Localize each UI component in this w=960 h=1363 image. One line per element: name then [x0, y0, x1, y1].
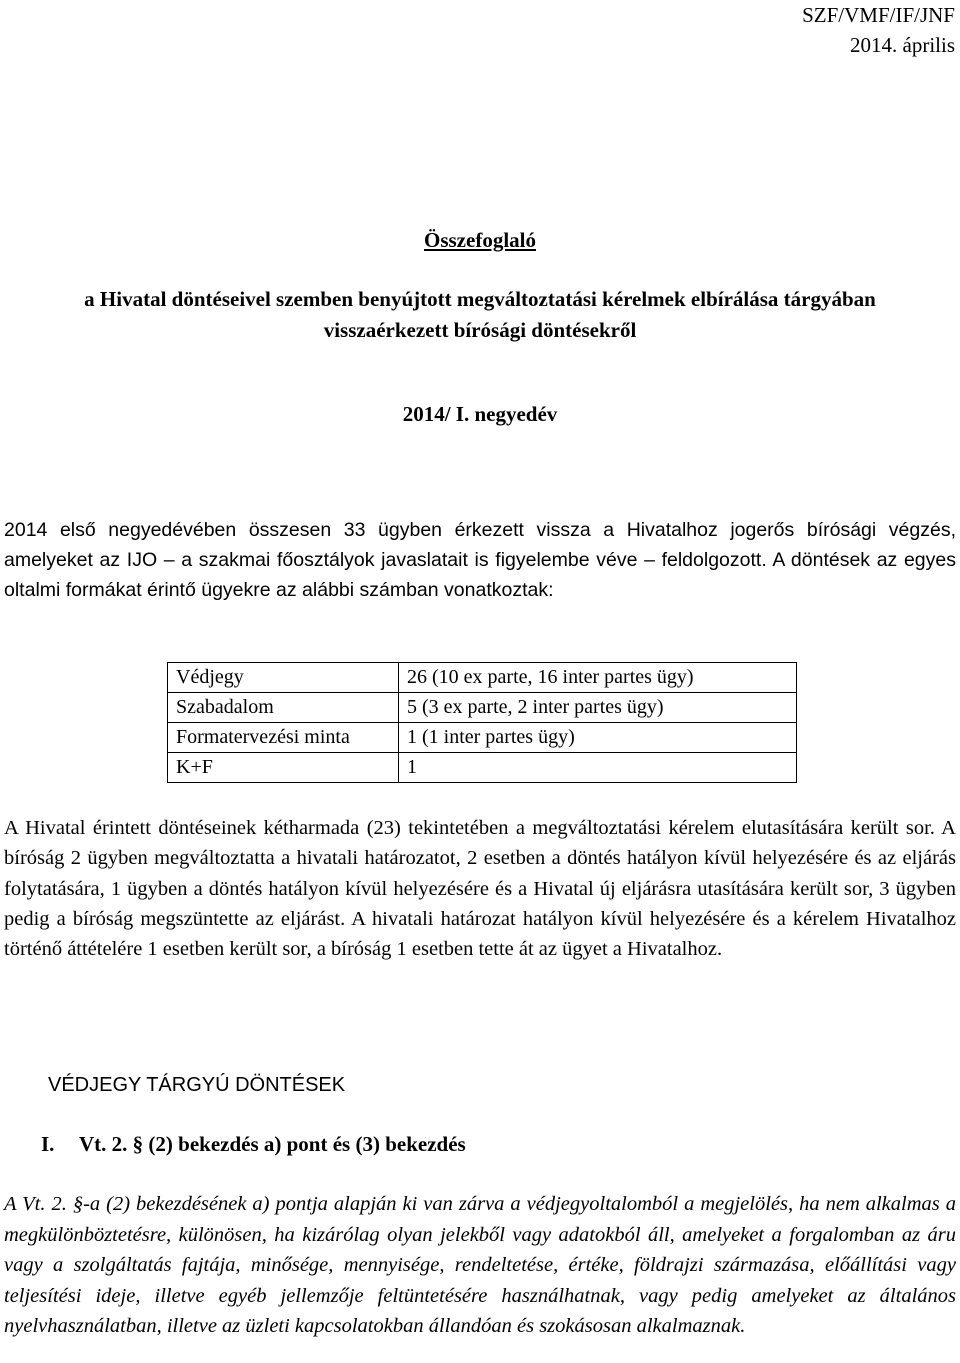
page-title: Összefoglaló	[424, 228, 536, 252]
table-row	[168, 753, 797, 783]
subtitle-line-1: a Hivatal döntéseivel szemben benyújtott megváltoztatási kérelmek elbírálása tárgyában	[84, 287, 876, 311]
table-cell-count: 1	[399, 753, 797, 783]
table-cell-category: K+F	[168, 753, 399, 783]
table-cell-count: 5 (3 ex parte, 2 inter partes ügy)	[399, 693, 797, 723]
document-date: 2014. április	[850, 33, 955, 57]
period-heading: 2014/ I. negyedév	[402, 402, 558, 426]
table-row	[168, 663, 797, 693]
section-heading: VÉDJEGY TÁRGYÚ DÖNTÉSEK	[48, 1074, 346, 1096]
intro-paragraph: 2014 első negyedévében összesen 33 ügyben érkezett vissza a Hivatalhoz jogerős bírósági végzés, amelyeket az IJO – a szakmai főosztályok javaslatait is figyelembe véve – feldolgozott. A döntések az egyes oltalmi formákat érintő ügyekre az alábbi számban vonatkoztak:	[4, 519, 956, 601]
law-heading-title: Vt. 2. § (2) bekezdés a) pont és (3) bekezdés	[79, 1132, 466, 1156]
law-paragraph: A Vt. 2. §-a (2) bekezdésének a) pontja alapján ki van zárva a védjegyoltalomból a megjelölés, ha nem alkalmas a megkülönböztetésre, különösen, ha kizárólag olyan jelekből vagy adatokból áll, amelyeket a forgalomban az áru vagy a szolgáltatás fajtája, minősége, mennyisége, rendeltetése, értéke, földrajzi származása, előállítási vagy teljesítési ideje, illetve egyéb jellemzője feltüntetésére használhatnak, vagy pedig amelyeket az általános nyelvhasználatban, illetve az üzleti kapcsolatokban állandóan és szokásosan alkalmaznak.	[4, 1193, 956, 1337]
document-reference: SZF/VMF/IF/JNF	[802, 3, 955, 27]
law-heading-number: I.	[41, 1132, 55, 1156]
table-row	[168, 693, 797, 723]
subtitle-line-2: visszaérkezett bírósági döntésekről	[323, 318, 637, 342]
document-reference-block	[802, 0, 955, 60]
table-cell-category: Formatervezési minta	[168, 723, 399, 753]
table-cell-category: Szabadalom	[168, 693, 399, 723]
table-row	[168, 723, 797, 753]
table-cell-count: 1 (1 inter partes ügy)	[399, 723, 797, 753]
page-subtitle	[0, 284, 960, 346]
case-statistics-table	[167, 662, 797, 783]
law-heading	[41, 1132, 466, 1157]
table-cell-category: Védjegy	[168, 663, 399, 693]
result-paragraph: A Hivatal érintett döntéseinek kétharmada (23) tekintetében a megváltoztatási kérelem elutasítására került sor. A bíróság 2 ügyben megváltoztatta a hivatali határozatot, 2 esetben a döntés hatályon kívül helyezésére és az eljárás folytatására, 1 ügyben a döntés hatályon kívül helyezésére és a Hivatal új eljárásra utasítására került sor, 3 ügyben pedig a bíróság megszüntette az eljárást. A hivatali határozat hatályon kívül helyezésére és a kérelem Hivatalhoz történő áttételére 1 esetben került sor, a bíróság 1 esetben tette át az ügyet a Hivatalhoz.	[4, 817, 956, 961]
table-cell-count: 26 (10 ex parte, 16 inter partes ügy)	[399, 663, 797, 693]
